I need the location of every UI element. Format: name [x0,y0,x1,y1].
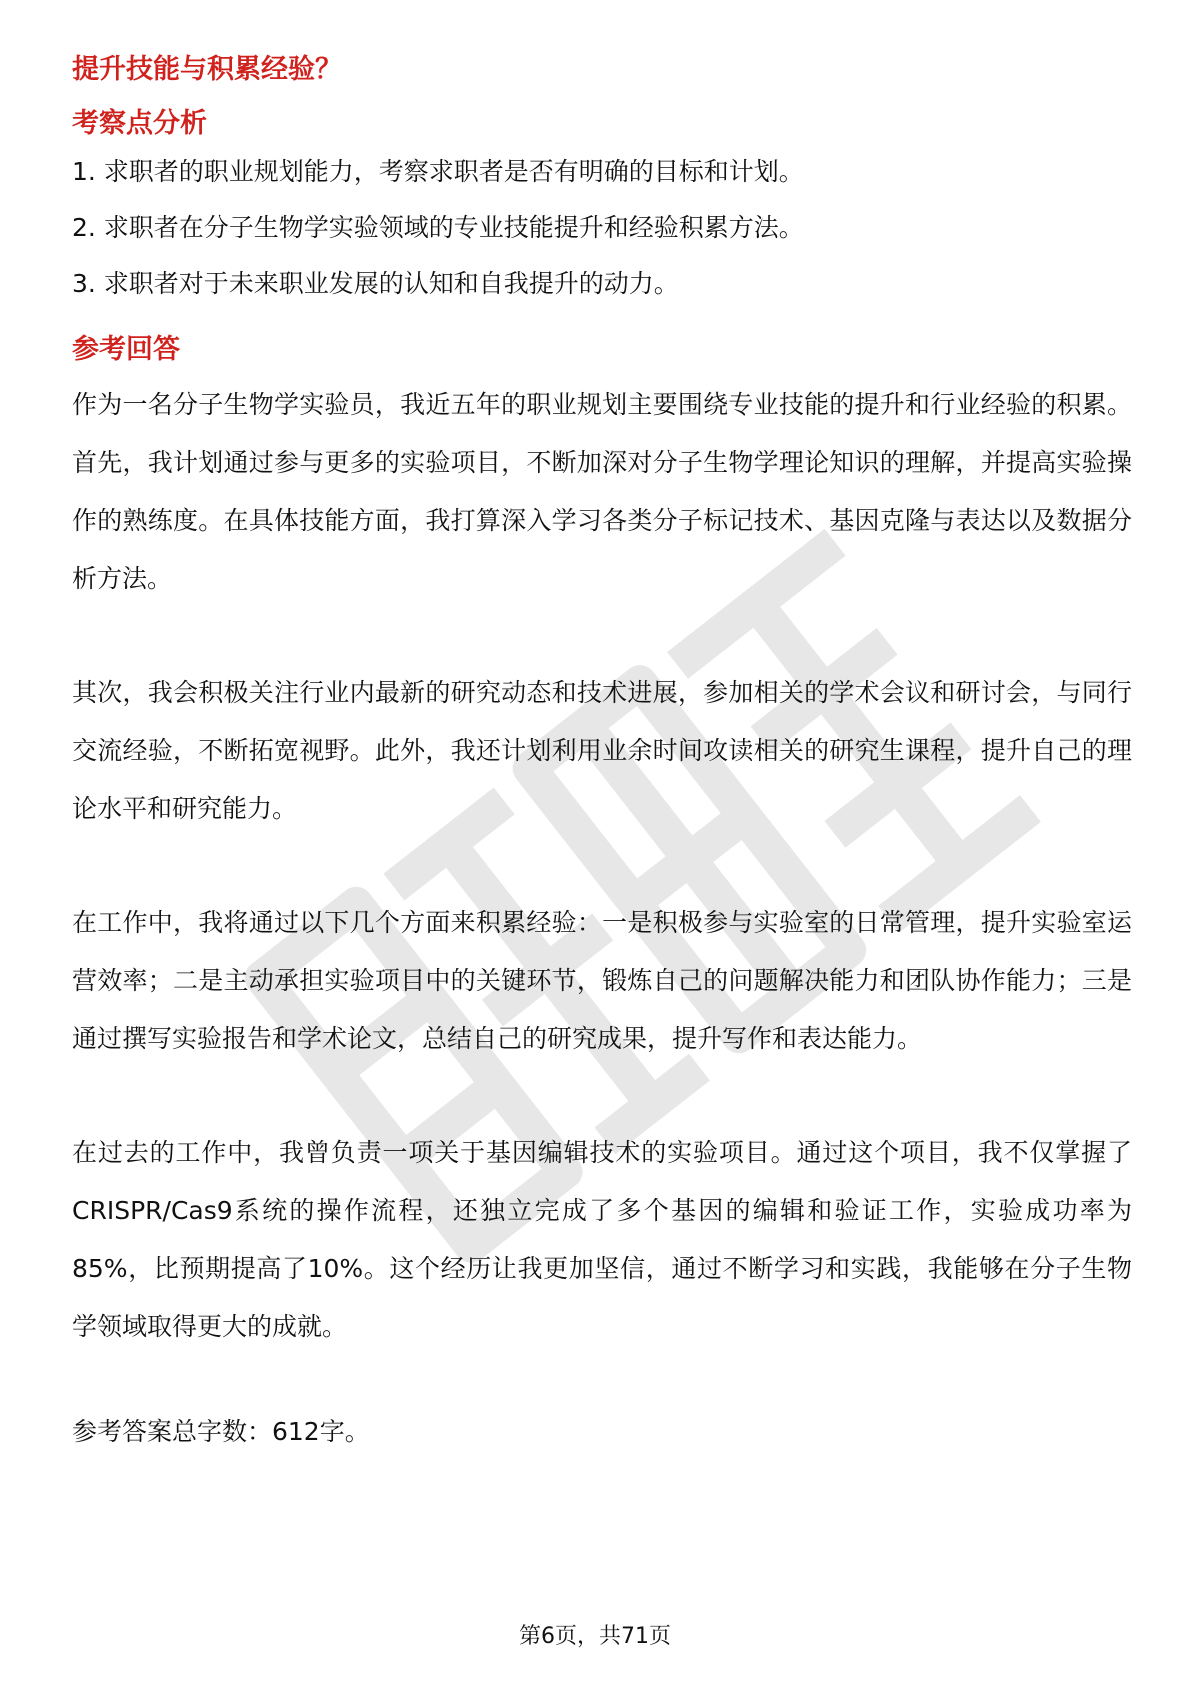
analysis-point: 3. 求职者对于未来职业发展的认知和自我提升的动力。 [72,269,679,298]
question-heading: 提升技能与积累经验？ [72,54,342,85]
content-area [72,44,1132,1452]
answer-heading: 参考回答 [72,334,180,365]
analysis-point: 1. 求职者的职业规划能力，考察求职者是否有明确的目标和计划。 [72,157,804,186]
answer-paragraph: 作为一名分子生物学实验员，我近五年的职业规划主要围绕专业技能的提升和行业经验的积累。首先，我计划通过参与更多的实验项目，不断加深对分子生物学理论知识的理解，并提高实验操作的熟练度。在具体技能方面，我打算深入学习各类分子标记技术、基因克隆与表达以及数据分析方法。 [72,390,1132,593]
answer-paragraph: 在过去的工作中，我曾负责一项关于基因编辑技术的实验项目。通过这个项目，我不仅掌握了CRISPR/Cas9系统的操作流程，还独立完成了多个基因的编辑和验证工作，实验成功率为85%，比预期提高了10%。这个经历让我更加坚信，通过不断学习和实践，我能够在分子生物学领域取得更大的成就。 [72,1138,1132,1341]
analysis-points [72,152,1132,304]
word-count: 参考答案总字数：612字。 [72,1417,370,1446]
answer-paragraph: 其次，我会积极关注行业内最新的研究动态和技术进展，参加相关的学术会议和研讨会，与同行交流经验，不断拓宽视野。此外，我还计划利用业余时间攻读相关的研究生课程，提升自己的理论水平和研究能力。 [72,678,1132,823]
page-number: 第6页，共71页 [519,1624,671,1649]
analysis-heading: 考察点分析 [72,108,207,139]
answer-paragraph: 在工作中，我将通过以下几个方面来积累经验：一是积极参与实验室的日常管理，提升实验室运营效率；二是主动承担实验项目中的关键环节，锻炼自己的问题解决能力和团队协作能力；三是通过撰写实验报告和学术论文，总结自己的研究成果，提升写作和表达能力。 [72,908,1132,1053]
analysis-point: 2. 求职者在分子生物学实验领域的专业技能提升和经验积累方法。 [72,213,804,242]
